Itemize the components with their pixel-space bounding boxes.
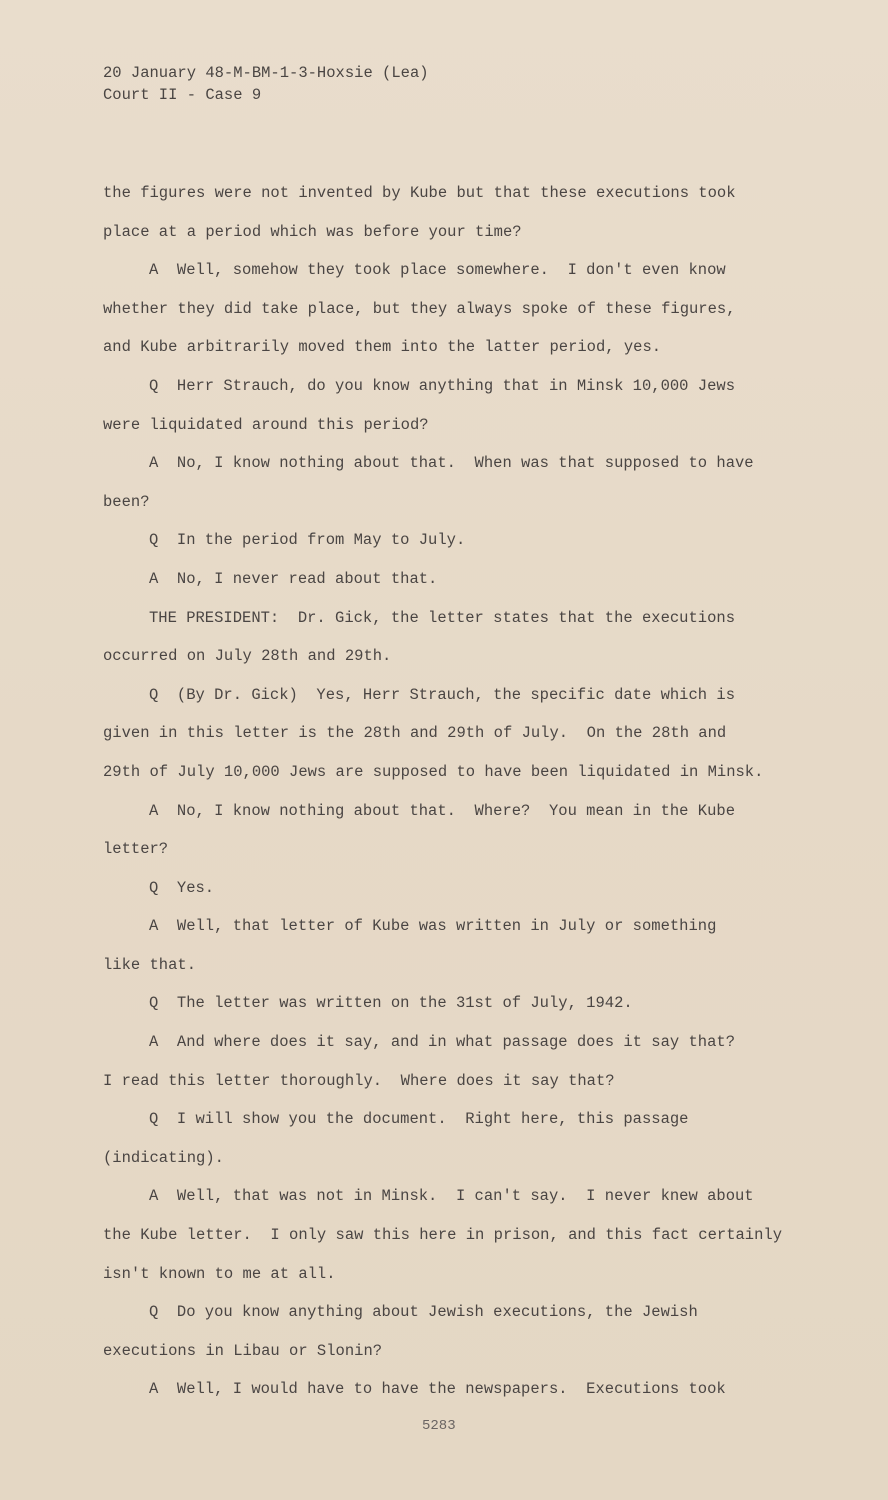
header xyxy=(103,62,429,106)
transcript-line: occurred on July 28th and 29th. xyxy=(103,647,392,666)
transcript-line: and Kube arbitrarily moved them into the latter period, yes. xyxy=(103,338,662,357)
transcript-line: Q Herr Strauch, do you know anything that in Minsk 10,000 Jews xyxy=(149,376,735,395)
header-court-line: Court II - Case 9 xyxy=(103,86,262,104)
transcript-line: A Well, that was not in Minsk. I can't say. I never knew about xyxy=(149,1187,754,1206)
transcript-line: I read this letter thoroughly. Where does it say that? xyxy=(103,1071,615,1090)
transcript-line: A And where does it say, and in what passage does it say that? xyxy=(149,1033,735,1052)
transcript-line: Q Do you know anything about Jewish executions, the Jewish xyxy=(149,1303,698,1322)
transcript-line: A Well, I would have to have the newspapers. Executions took xyxy=(149,1380,726,1399)
header-session-line: 20 January 48-M-BM-1-3-Hoxsie (Lea) xyxy=(103,64,429,82)
page-number: 5283 xyxy=(422,1418,456,1434)
transcript-line: A Well, somehow they took place somewhere. I don't even know xyxy=(149,261,726,280)
transcript-line: the Kube letter. I only saw this here in prison, and this fact certainly xyxy=(103,1226,783,1245)
transcript-line: letter? xyxy=(103,840,169,859)
transcript-line: Q Yes. xyxy=(149,878,215,897)
transcript-line: Q The letter was written on the 31st of July, 1942. xyxy=(149,994,633,1013)
transcript-line: THE PRESIDENT: Dr. Gick, the letter states that the executions xyxy=(149,608,735,627)
transcript-body xyxy=(103,174,808,1409)
transcript-line: Q (By Dr. Gick) Yes, Herr Strauch, the specific date which is xyxy=(149,685,735,704)
transcript-line: the figures were not invented by Kube but that these executions took xyxy=(103,184,736,202)
transcript-line: A Well, that letter of Kube was written in July or something xyxy=(149,917,717,936)
transcript-line: been? xyxy=(103,492,150,511)
transcript-line: isn't known to me at all. xyxy=(103,1264,336,1283)
transcript-line: given in this letter is the 28th and 29th of July. On the 28th and xyxy=(103,724,727,743)
transcript-line: A No, I know nothing about that. Where? You mean in the Kube xyxy=(149,801,735,820)
transcript-line: executions in Libau or Slonin? xyxy=(103,1341,383,1360)
transcript-line: like that. xyxy=(103,955,197,974)
transcript-line: A No, I know nothing about that. When was that supposed to have xyxy=(149,454,754,473)
transcript-line: (indicating). xyxy=(103,1148,224,1167)
transcript-line: place at a period which was before your time? xyxy=(103,222,522,241)
transcript-line: were liquidated around this period? xyxy=(103,415,429,434)
transcript-line: whether they did take place, but they always spoke of these figures, xyxy=(103,299,736,318)
transcript-line: 29th of July 10,000 Jews are supposed to have been liquidated in Minsk. xyxy=(103,762,764,781)
transcript-line: Q I will show you the document. Right here, this passage xyxy=(149,1110,689,1129)
transcript-line: A No, I never read about that. xyxy=(149,569,438,588)
transcript-line: Q In the period from May to July. xyxy=(149,531,466,550)
